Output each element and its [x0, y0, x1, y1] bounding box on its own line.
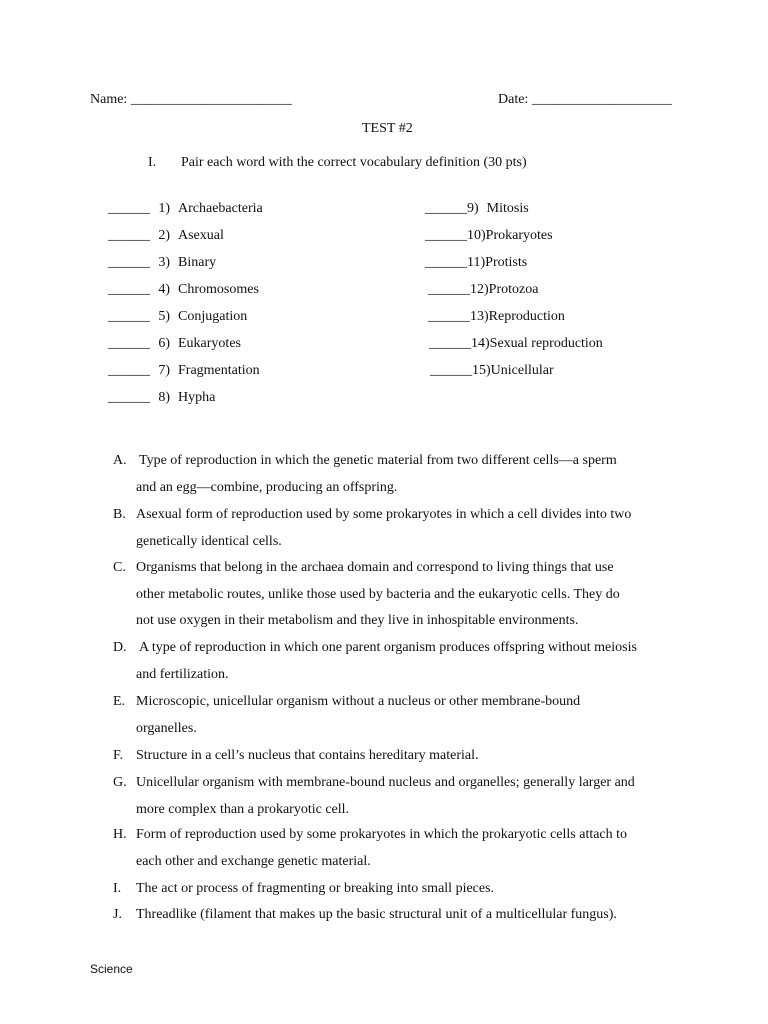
term-number: 10) — [467, 228, 486, 243]
list-item — [425, 255, 527, 271]
name-field-label: Name: _______________________ — [90, 92, 292, 107]
definition-letter: C. — [113, 560, 126, 575]
definition-text: Organisms that belong in the archaea domain and correspond to living things that use — [136, 560, 614, 575]
section-numeral: I. — [148, 155, 157, 170]
term-number: 6) — [158, 336, 170, 351]
term-number: 11) — [467, 255, 486, 270]
definition-text-continued: each other and exchange genetic material. — [136, 854, 371, 869]
definition-letter: I. — [113, 881, 122, 896]
definition-item — [113, 560, 614, 576]
term-number: 12) — [470, 282, 489, 297]
answer-blank[interactable]: ______ — [425, 228, 467, 243]
definition-item — [113, 827, 627, 843]
definition-text-continued: and fertilization. — [136, 667, 229, 682]
definition-text-continued: organelles. — [136, 721, 197, 736]
list-item — [108, 282, 259, 298]
answer-blank[interactable]: ______ — [108, 201, 150, 216]
definition-text: Microscopic, unicellular organism without a nucleus or other membrane-bound — [136, 694, 581, 709]
footer-subject-label: Science — [90, 962, 133, 976]
answer-blank[interactable]: ______ — [108, 390, 150, 405]
definition-letter: B. — [113, 507, 126, 522]
definition-text: Structure in a cell’s nucleus that contains hereditary material. — [136, 748, 479, 763]
definition-text-continued: more complex than a prokaryotic cell. — [136, 802, 350, 817]
term-label: Eukaryotes — [178, 336, 241, 351]
definition-text-continued: genetically identical cells. — [136, 534, 282, 549]
definition-text: The act or process of fragmenting or breaking into small pieces. — [136, 881, 495, 896]
term-label: Fragmentation — [178, 363, 260, 378]
term-number: 5) — [158, 309, 170, 324]
definition-text: Form of reproduction used by some prokaryotes in which the prokaryotic cells attach to — [136, 827, 628, 842]
term-number: 13) — [470, 309, 489, 324]
list-item — [108, 309, 247, 325]
list-item — [108, 255, 216, 271]
definition-text: Type of reproduction in which the genetic material from two different cells—a sperm — [139, 453, 617, 468]
term-number: 9) — [467, 201, 479, 216]
section-instruction: Pair each word with the correct vocabulary definition (30 pts) — [181, 155, 527, 170]
answer-blank[interactable]: ______ — [108, 282, 150, 297]
answer-blank[interactable]: ______ — [428, 282, 470, 297]
term-number: 14) — [471, 336, 490, 351]
definition-item — [113, 748, 479, 764]
term-label: Sexual reproduction — [489, 336, 603, 351]
list-item — [429, 336, 603, 352]
definition-letter: G. — [113, 775, 127, 790]
term-number: 7) — [158, 363, 170, 378]
list-item — [428, 282, 538, 298]
definition-text: Threadlike (filament that makes up the basic structural unit of a multicellular fungus). — [136, 907, 617, 922]
definition-letter: A. — [113, 453, 127, 468]
definition-letter: D. — [113, 640, 127, 655]
definition-text-continued: and an egg—combine, producing an offspring. — [136, 480, 398, 495]
definition-item — [113, 453, 617, 469]
answer-blank[interactable]: ______ — [108, 228, 150, 243]
answer-blank[interactable]: ______ — [425, 201, 467, 216]
list-item — [108, 336, 241, 352]
definition-item — [113, 775, 635, 791]
definition-item — [113, 507, 631, 523]
term-label: Binary — [178, 255, 217, 270]
list-item — [108, 228, 224, 244]
term-number: 8) — [158, 390, 170, 405]
list-item — [108, 201, 263, 217]
term-label: Protists — [485, 255, 528, 270]
term-number: 1) — [158, 201, 170, 216]
term-number: 4) — [158, 282, 170, 297]
definition-item — [113, 640, 637, 656]
term-label: Mitosis — [486, 201, 529, 216]
definition-text-continued: other metabolic routes, unlike those used by bacteria and the eukaryotic cells. They do — [136, 587, 620, 602]
date-field-label: Date: ____________________ — [498, 92, 672, 107]
definition-letter: E. — [113, 694, 126, 709]
definition-text-continued: not use oxygen in their metabolism and they live in inhospitable environments. — [136, 613, 579, 628]
answer-blank[interactable]: ______ — [108, 255, 150, 270]
definition-text: Unicellular organism with membrane-bound nucleus and organelles; generally larger and — [136, 775, 635, 790]
list-item — [425, 228, 553, 244]
answer-blank[interactable]: ______ — [108, 336, 150, 351]
definition-letter: J. — [113, 907, 122, 922]
term-number: 15) — [472, 363, 491, 378]
definition-letter: H. — [113, 827, 127, 842]
term-label: Unicellular — [490, 363, 554, 378]
list-item — [108, 363, 260, 379]
definition-item — [113, 694, 580, 710]
definition-text: A type of reproduction in which one parent organism produces offspring without meiosis — [139, 640, 637, 655]
term-label: Protozoa — [488, 282, 539, 297]
definition-item — [113, 881, 494, 897]
term-number: 3) — [158, 255, 170, 270]
definition-text: Asexual form of reproduction used by some prokaryotes in which a cell divides into two — [136, 507, 632, 522]
term-label: Conjugation — [178, 309, 248, 324]
answer-blank[interactable]: ______ — [429, 336, 471, 351]
definition-item — [113, 907, 617, 923]
definition-letter: F. — [113, 748, 124, 763]
term-label: Asexual — [178, 228, 224, 243]
term-label: Archaebacteria — [178, 201, 263, 216]
term-number: 2) — [158, 228, 170, 243]
answer-blank[interactable]: ______ — [430, 363, 472, 378]
term-label: Reproduction — [488, 309, 565, 324]
answer-blank[interactable]: ______ — [108, 309, 150, 324]
term-label: Prokaryotes — [485, 228, 553, 243]
list-item — [430, 363, 554, 379]
answer-blank[interactable]: ______ — [425, 255, 467, 270]
term-label: Hypha — [178, 390, 216, 405]
term-label: Chromosomes — [178, 282, 259, 297]
list-item — [108, 390, 215, 406]
list-item — [428, 309, 565, 325]
answer-blank[interactable]: ______ — [108, 363, 150, 378]
test-title: TEST #2 — [362, 121, 413, 136]
answer-blank[interactable]: ______ — [428, 309, 470, 324]
list-item — [425, 201, 529, 217]
